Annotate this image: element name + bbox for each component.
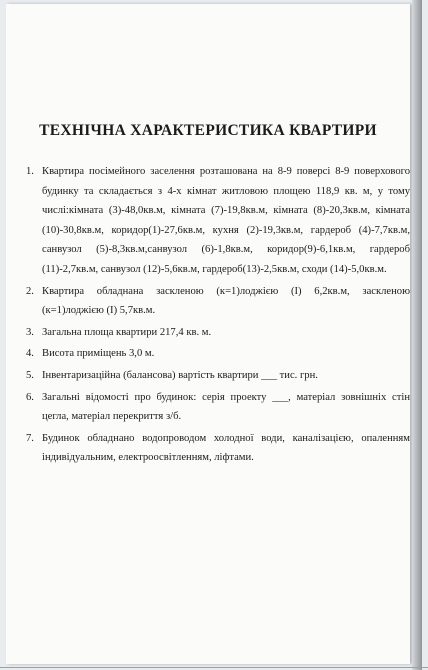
list-item-4 [26,344,410,364]
item-text: Квартира посімейного заселення розташована на 8-9 поверсі 8-9 поверхового будинку та складається з 4-х кімнат житловою площею 118,9 кв. м, у тому числі:кімната (3)-48,0кв.м, кімната (7)-19,8кв.м, кімната (8)-20,3кв.м, кімната (10)-30,8кв.м, коридор(1)-27,6кв.м, кухня (2)-19,3кв.м, гардероб (4)-7,7кв.м, санвузол (5)-8,3кв.м,санвузол (6)-1,8кв.м, коридор(9)-6,1кв.м, гардероб (11)-2,7кв.м, санвузол (12)-5,6кв.м, гардероб(13)-2,5кв.м, сходи (14)-5,0кв.м. [42,166,410,275]
list-item-1 [26,162,410,280]
list-item-2 [26,282,410,321]
item-number: 1. [26,166,34,177]
document-title: ТЕХНІЧНА ХАРАКТЕРИСТИКА КВАРТИРИ [39,122,377,139]
item-text: Будинок обладнано водопроводом холодної води, каналізацією, опаленням індивідуальним, електроосвітленням, ліфтами. [42,432,410,464]
document-page [6,4,410,664]
item-text: Квартира обладнана заскленою (к=1)лоджією (І) 6,2кв.м, заскленою (к=1)лоджією (І) 5,7кв.м. [42,285,410,317]
item-number: 2. [26,285,34,297]
page-bottom-line [0,667,428,668]
item-number: 3. [26,326,34,338]
list-item-6 [26,388,410,427]
list-item-7 [26,429,410,468]
item-number: 7. [26,432,34,444]
page-edge-shadow [412,0,422,670]
item-text: Інвентаризаційна (балансова) вартість квартири ___ тис. грн. [42,369,318,381]
item-number: 5. [26,369,34,381]
item-number: 4. [26,348,34,360]
item-text: Загальна площа квартири 217,4 кв. м. [42,326,212,338]
item-text: Висота приміщень 3,0 м. [42,348,155,360]
characteristics-list [26,162,410,470]
list-item-3 [26,323,410,343]
item-text: Загальні відомості про будинок: серія проекту ___, матеріал зовнішніх стін цегла, матеріал перекриття з/б. [42,391,410,423]
list-item-5 [26,366,410,386]
item-number: 6. [26,391,34,403]
